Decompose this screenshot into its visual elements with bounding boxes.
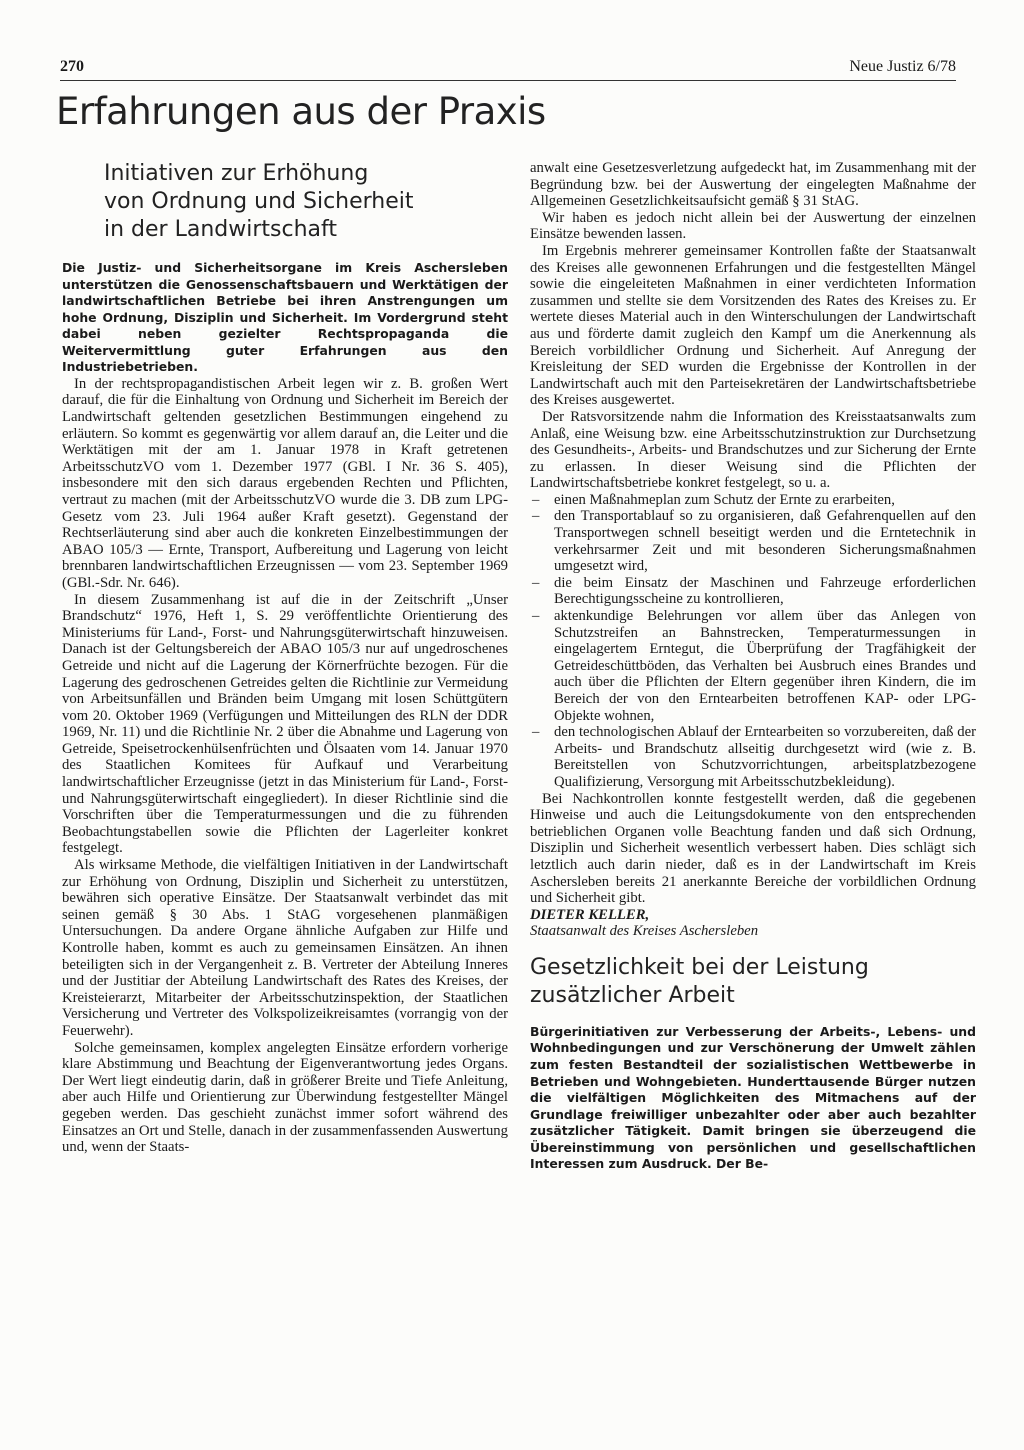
article-lead: Die Justiz- und Sicherheitsorgane im Kreis Aschersleben unterstützen die Genossenschaftsbauern und Werktätigen der landwirtschaftlichen Betriebe bei ihren Anstrengungen um hohe Ordnung, Disziplin und Sicherheit. Im Vordergrund steht dabei neben gezielter Rechtspropaganda die Weitervermittlung guter Erfahrungen aus den Industriebetrieben. [62,260,508,375]
journal-issue: Neue Justiz 6/78 [849,58,956,75]
list-item: – den technologischen Ablauf der Erntearbeiten so vorzubereiten, daß der Arbeits- und Brandschutz allseitig durchgesetzt wird (wie z. B. Bereitstellen von Schutzvorrichtungen, arbeitsplatzbezogene Qualifizierung, Versorgung mit Arbeitsschutzbekleidung). [530,724,976,790]
list-item: – den Transportablauf so zu organisieren, daß Gefahrenquellen auf den Transportwegen schnell beseitigt werden und die Erntetechnik in verkehrsarmer Zeit und mit besonderen Sicherungsmaßnahmen umgesetzt wird, [530,508,976,574]
article2-title-line: Gesetzlichkeit bei der Leistung [530,954,869,980]
duties-list [530,492,976,791]
left-column [62,160,508,1156]
body-paragraph: Solche gemeinsamen, komplex angelegten Einsätze erfordern vorherige klare Abstimmung und Beachtung der Eigenverantwortung jedes Organs. Der Wert liegt eindeutig darin, daß in größerer Breite und Tiefe Anleitung, aber auch Hilfe und Orientierung zur Überwindung festgestellter Mängel gegeben werden. Das geschieht zunächst immer sofort während des Einsatzes an Ort und Stelle, danach in der zusammenfassenden Auswertung und, wenn der Staats- [62,1039,508,1156]
body-paragraph: Im Ergebnis mehrerer gemeinsamer Kontrollen faßte der Staatsanwalt des Kreises alle gewonnenen Erfahrungen und die festgestellten Mängel sowie die eingeleiteten Maßnahmen in einer verdichteten Information zusammen und stellte sie dem Vorsitzenden des Rates des Kreises zu. Er wertete dieses Material auch in den Winterschulungen der Landwirtschaft aus und förderte damit zugleich den Kampf um die Anerkennung als Bereich vorbildlicher Ordnung und Sicherheit. Auf Anregung der Kreisleitung der SED wurden die Ergebnisse der Kontrollen in der Landwirtschaft auch mit den Parteisekretären der Landwirtschaftsbetriebe des Kreises ausgewertet. [530,242,976,409]
body-paragraph: Als wirksame Methode, die vielfältigen Initiativen in der Landwirtschaft zur Erhöhung von Ordnung, Disziplin und Sicherheit zu unterstützen, bewähren sich operative Einsätze. Der Staatsanwalt verbindet das mit seinen gemäß § 30 Abs. 1 StAG vorgesehenen planmäßigen Untersuchungen. Da andere Organe ähnliche Aufgaben zur Hilfe und Kontrolle haben, kommt es auch zu gemeinsamen Einsätzen. An ihnen beteiligten sich in der Vergangenheit z. B. Vertreter der Abteilung Inneres und der Justitiar der Abteilung Landwirtschaft des Rates des Kreises, der Kreisteierarzt, Mitarbeiter der Arbeitsschutzinspektion, der Staatlichen Versicherung und Vertreter des Volkspolizeikreisamtes (vorrangig von der Feuerwehr). [62,857,508,1039]
article2-title-line: zusätzlicher Arbeit [530,982,735,1008]
page-number: 270 [60,58,84,75]
list-item: – die beim Einsatz der Maschinen und Fahrzeuge erforderlichen Berechtigungsscheine zu kontrollieren, [530,575,976,608]
body-paragraph: In der rechtspropagandistischen Arbeit legen wir z. B. großen Wert darauf, die für die Einhaltung von Ordnung und Sicherheit im Bereich der Landwirtschaft geltenden gesetzlichen Bestimmungen eingehend zu erläutern. So kommt es gegenwärtig vor allem darauf an, die Leiter und die Werktätigen mit der am 1. Januar 1978 in Kraft getretenen ArbeitsschutzVO vom 1. Dezember 1977 (GBl. I Nr. 36 S. 405), insbesondere mit den sich daraus ergebenden Rechten und Pflichten, vertraut zu machen (mit der ArbeitsschutzVO wurde die 3. DB zum LPG-Gesetz vom 23. Juli 1964 außer Kraft gesetzt). Gegenstand der Rechtserläuterung sind aber auch die konkreten Einzelbestimmungen der ABAO 105/3 — Ernte, Transport, Aufbereitung und Lagerung von leicht brennbaren landwirtschaftlichen Erzeugnissen — vom 23. September 1969 (GBl.-Sdr. Nr. 646). [62,375,508,591]
list-item: – einen Maßnahmeplan zum Schutz der Ernte zu erarbeiten, [530,492,976,509]
author-name: DIETER KELLER, [530,906,650,923]
article-title [62,160,508,244]
running-header [60,56,956,81]
body-paragraph: Wir haben es jedoch nicht allein bei der Auswertung der einzelnen Einsätze bewenden lassen. [530,209,976,243]
body-paragraph: Der Ratsvorsitzende nahm die Information des Kreisstaatsanwalts zum Anlaß, eine Weisung bzw. eine Arbeitsschutzinstruktion zur Durchsetzung des Gesundheits-, Arbeits- und Brandschutzes und zur Sicherung der Ernte zu erlassen. In dieser Weisung sind die Pflichten der Landwirtschaftsbetriebe konkret festgelegt, so u. a. [530,408,976,492]
body-paragraph: anwalt eine Gesetzesverletzung aufgedeckt hat, im Zusammenhang mit der Begründung bzw. bei der Auswertung der eingelegten Maßnahme der Allgemeinen Gesetzlichkeitsaufsicht gemäß § 31 StAG. [530,160,976,210]
closing-paragraph: Bei Nachkontrollen konnte festgestellt werden, daß die gegebenen Hinweise und auch die Leitungsdokumente von den entsprechenden betrieblichen Organen volle Beachtung fanden und daß sich Ordnung, Disziplin und Sicherheit wesentlich verbessert haben. Dies schlägt sich letztlich auch darin nieder, daß es in der Landwirtschaft im Kreis Aschersleben bereits 21 anerkannte Bereiche der vorbildlichen Ordnung und Sicherheit gibt. [530,790,976,907]
author-title: Staatsanwalt des Kreises Aschersleben [530,923,759,940]
article-title-line: in der Landwirtschaft [104,217,337,242]
article-title-line: Initiativen zur Erhöhung [104,161,369,186]
article-title-line: von Ordnung und Sicherheit [104,189,414,214]
article2-title [530,954,976,1010]
section-title: Erfahrungen aus der Praxis [56,90,546,133]
list-item: – aktenkundige Belehrungen vor allem über das Anlegen von Schutzstreifen an Bahnstrecken, Temperaturmessungen in eingelagertem Erntegut, die Überprüfung der Tragfähigkeit der Getreideschüttböden, das Verhalten bei Ausbruch eines Brandes und auch über die Pflichten der Eltern gegenüber ihren Kindern, die im Bereich der von den Erntearbeiten betroffenen KAP- oder LPG-Objekte wohnen, [530,608,976,724]
article2-lead: Bürgerinitiativen zur Verbesserung der Arbeits-, Lebens- und Wohnbedingungen und zur Verschönerung der Umwelt zählen zum festen Bestandteil der sozialistischen Wettbewerbe in Betrieben und Wohngebieten. Hunderttausende Bürger nutzen die vielfältigen Möglichkeiten des Mitmachens auf der Grundlage freiwilliger unbezahlter oder aber auch bezahlter zusätzlicher Tätigkeit. Damit bringen sie überzeugend die Übereinstimmung von persönlichen und gesellschaftlichen Interessen zum Ausdruck. Der Be- [530,1023,976,1172]
right-column [530,160,976,1173]
body-paragraph: In diesem Zusammenhang ist auf die in der Zeitschrift „Unser Brandschutz“ 1976, Heft 1, S. 29 veröffentlichte Orientierung des Ministeriums für Land-, Forst- und Nahrungsgüterwirtschaft hinzuweisen. Danach ist der Geltungsbereich der ABAO 105/3 nur auf ungedroschenes Getreide und nicht auf die Lagerung der Körnerfrüchte bezogen. Für die Lagerung des gedroschenen Getreides gelten die Richtlinie zur Vermeidung von Arbeitsunfällen und Bränden beim Umgang mit losen Schüttgütern vom 20. Oktober 1969 (Verfügungen und Mitteilungen des RLN der DDR 1969, Nr. 11) und die Richtlinie Nr. 2 über die Abnahme und Lagerung von Getreide, Speisetrockenhülsenfrüchten und Ölsaaten vom 14. Januar 1970 des Staatlichen Komitees für Aufkauf und Verarbeitung landwirtschaftlicher Erzeugnisse (jetzt in das Ministerium für Land-, Forst- und Nahrungsgüterwirtschaft eingegliedert). In dieser Richtlinie sind die Vorschriften über die Temperaturmessungen und die zu führenden Beobachtungstabellen sowie die Pflichten der Lagerleiter konkret festgelegt. [62,591,508,857]
